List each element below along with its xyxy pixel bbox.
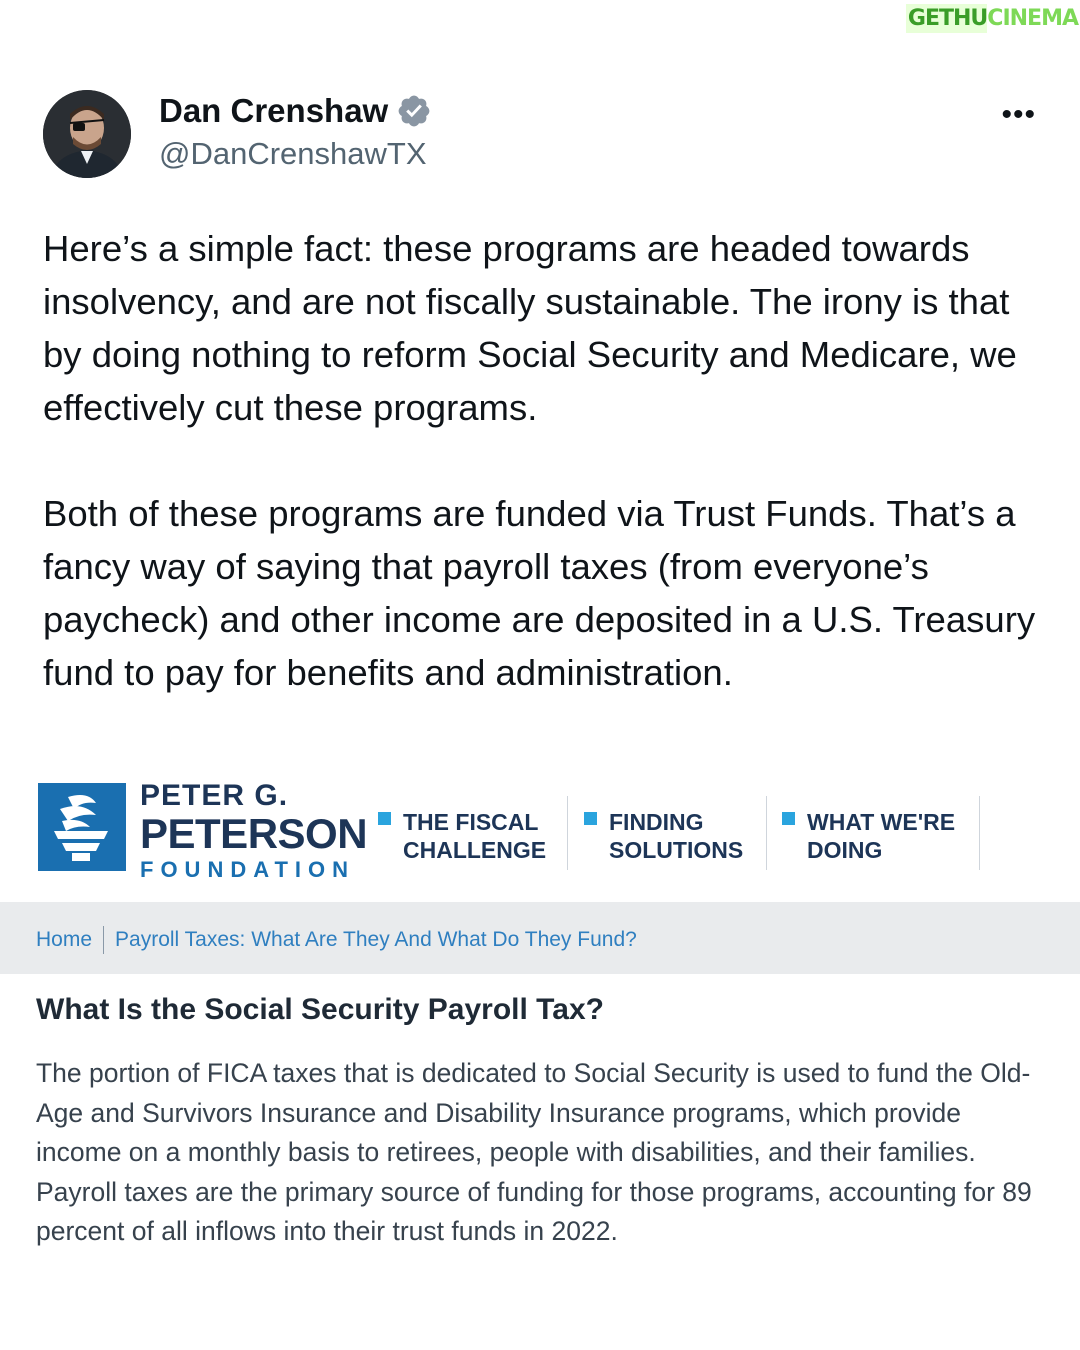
verified-badge-icon <box>396 93 432 129</box>
nav-label-line2: SOLUTIONS <box>609 837 744 863</box>
watermark-part1: GETHU <box>907 6 988 31</box>
nav-divider <box>766 796 767 870</box>
foundation-line3: FOUNDATION <box>140 857 356 882</box>
breadcrumb-separator <box>103 926 104 954</box>
nav-square-icon <box>378 812 391 825</box>
nav-square-icon <box>782 812 795 825</box>
watermark-part2: CINEMA <box>987 6 1078 31</box>
breadcrumb-current[interactable]: Payroll Taxes: What Are They And What Do They Fund? <box>115 928 637 951</box>
avatar[interactable] <box>43 90 131 178</box>
torch-logo-icon <box>38 783 126 871</box>
nav-label-line2: CHALLENGE <box>403 837 547 863</box>
handle[interactable]: @DanCrenshawTX <box>159 136 427 171</box>
avatar-image <box>43 90 131 178</box>
more-options-icon[interactable]: ••• <box>1001 98 1036 131</box>
foundation-line1: PETER G. <box>140 779 289 812</box>
foundation-line2: PETERSON <box>140 810 368 857</box>
nav-finding-solutions[interactable] <box>584 808 743 864</box>
nav-label-line2: DOING <box>807 837 883 863</box>
article-title: What Is the Social Security Payroll Tax? <box>36 993 604 1026</box>
article-body: The portion of FICA taxes that is dedicated to Social Security is used to fund the Old-Age and Survivors Insurance and Disability Insurance programs, which provide income on a monthly basis to retirees, people with disabilities, and their families. Payroll taxes are the primary source of funding for those programs, accounting for 89 percent of all inflows into their trust funds in 2022. <box>36 1058 1032 1247</box>
nav-what-were-doing[interactable] <box>782 808 955 864</box>
nav-label-line1: THE FISCAL <box>403 809 539 835</box>
display-name[interactable]: Dan Crenshaw <box>159 92 389 129</box>
tweet-author <box>159 92 432 172</box>
foundation-name[interactable] <box>140 780 367 884</box>
breadcrumb-home[interactable]: Home <box>36 928 93 951</box>
nav-fiscal-challenge[interactable] <box>378 808 546 864</box>
nav-divider <box>979 796 980 870</box>
watermark <box>906 4 1078 33</box>
nav-square-icon <box>584 812 597 825</box>
tweet-text <box>43 222 1043 699</box>
tweet-paragraph: Both of these programs are funded via Trust Funds. That’s a fancy way of saying that payroll taxes (from everyone’s paycheck) and other income are deposited in a U.S. Treasury fund to pay for benefits and administration. <box>43 493 1036 693</box>
nav-divider <box>567 796 568 870</box>
breadcrumb <box>0 902 1080 974</box>
nav-label-line1: FINDING <box>609 809 704 835</box>
nav-label-line1: WHAT WE'RE <box>807 809 956 835</box>
embedded-site-header <box>0 780 1080 900</box>
tweet-paragraph: Here’s a simple fact: these programs are headed towards insolvency, and are not fiscally sustainable. The irony is that by doing nothing to reform Social Security and Medicare, we effectively cut these programs. <box>43 228 1017 428</box>
